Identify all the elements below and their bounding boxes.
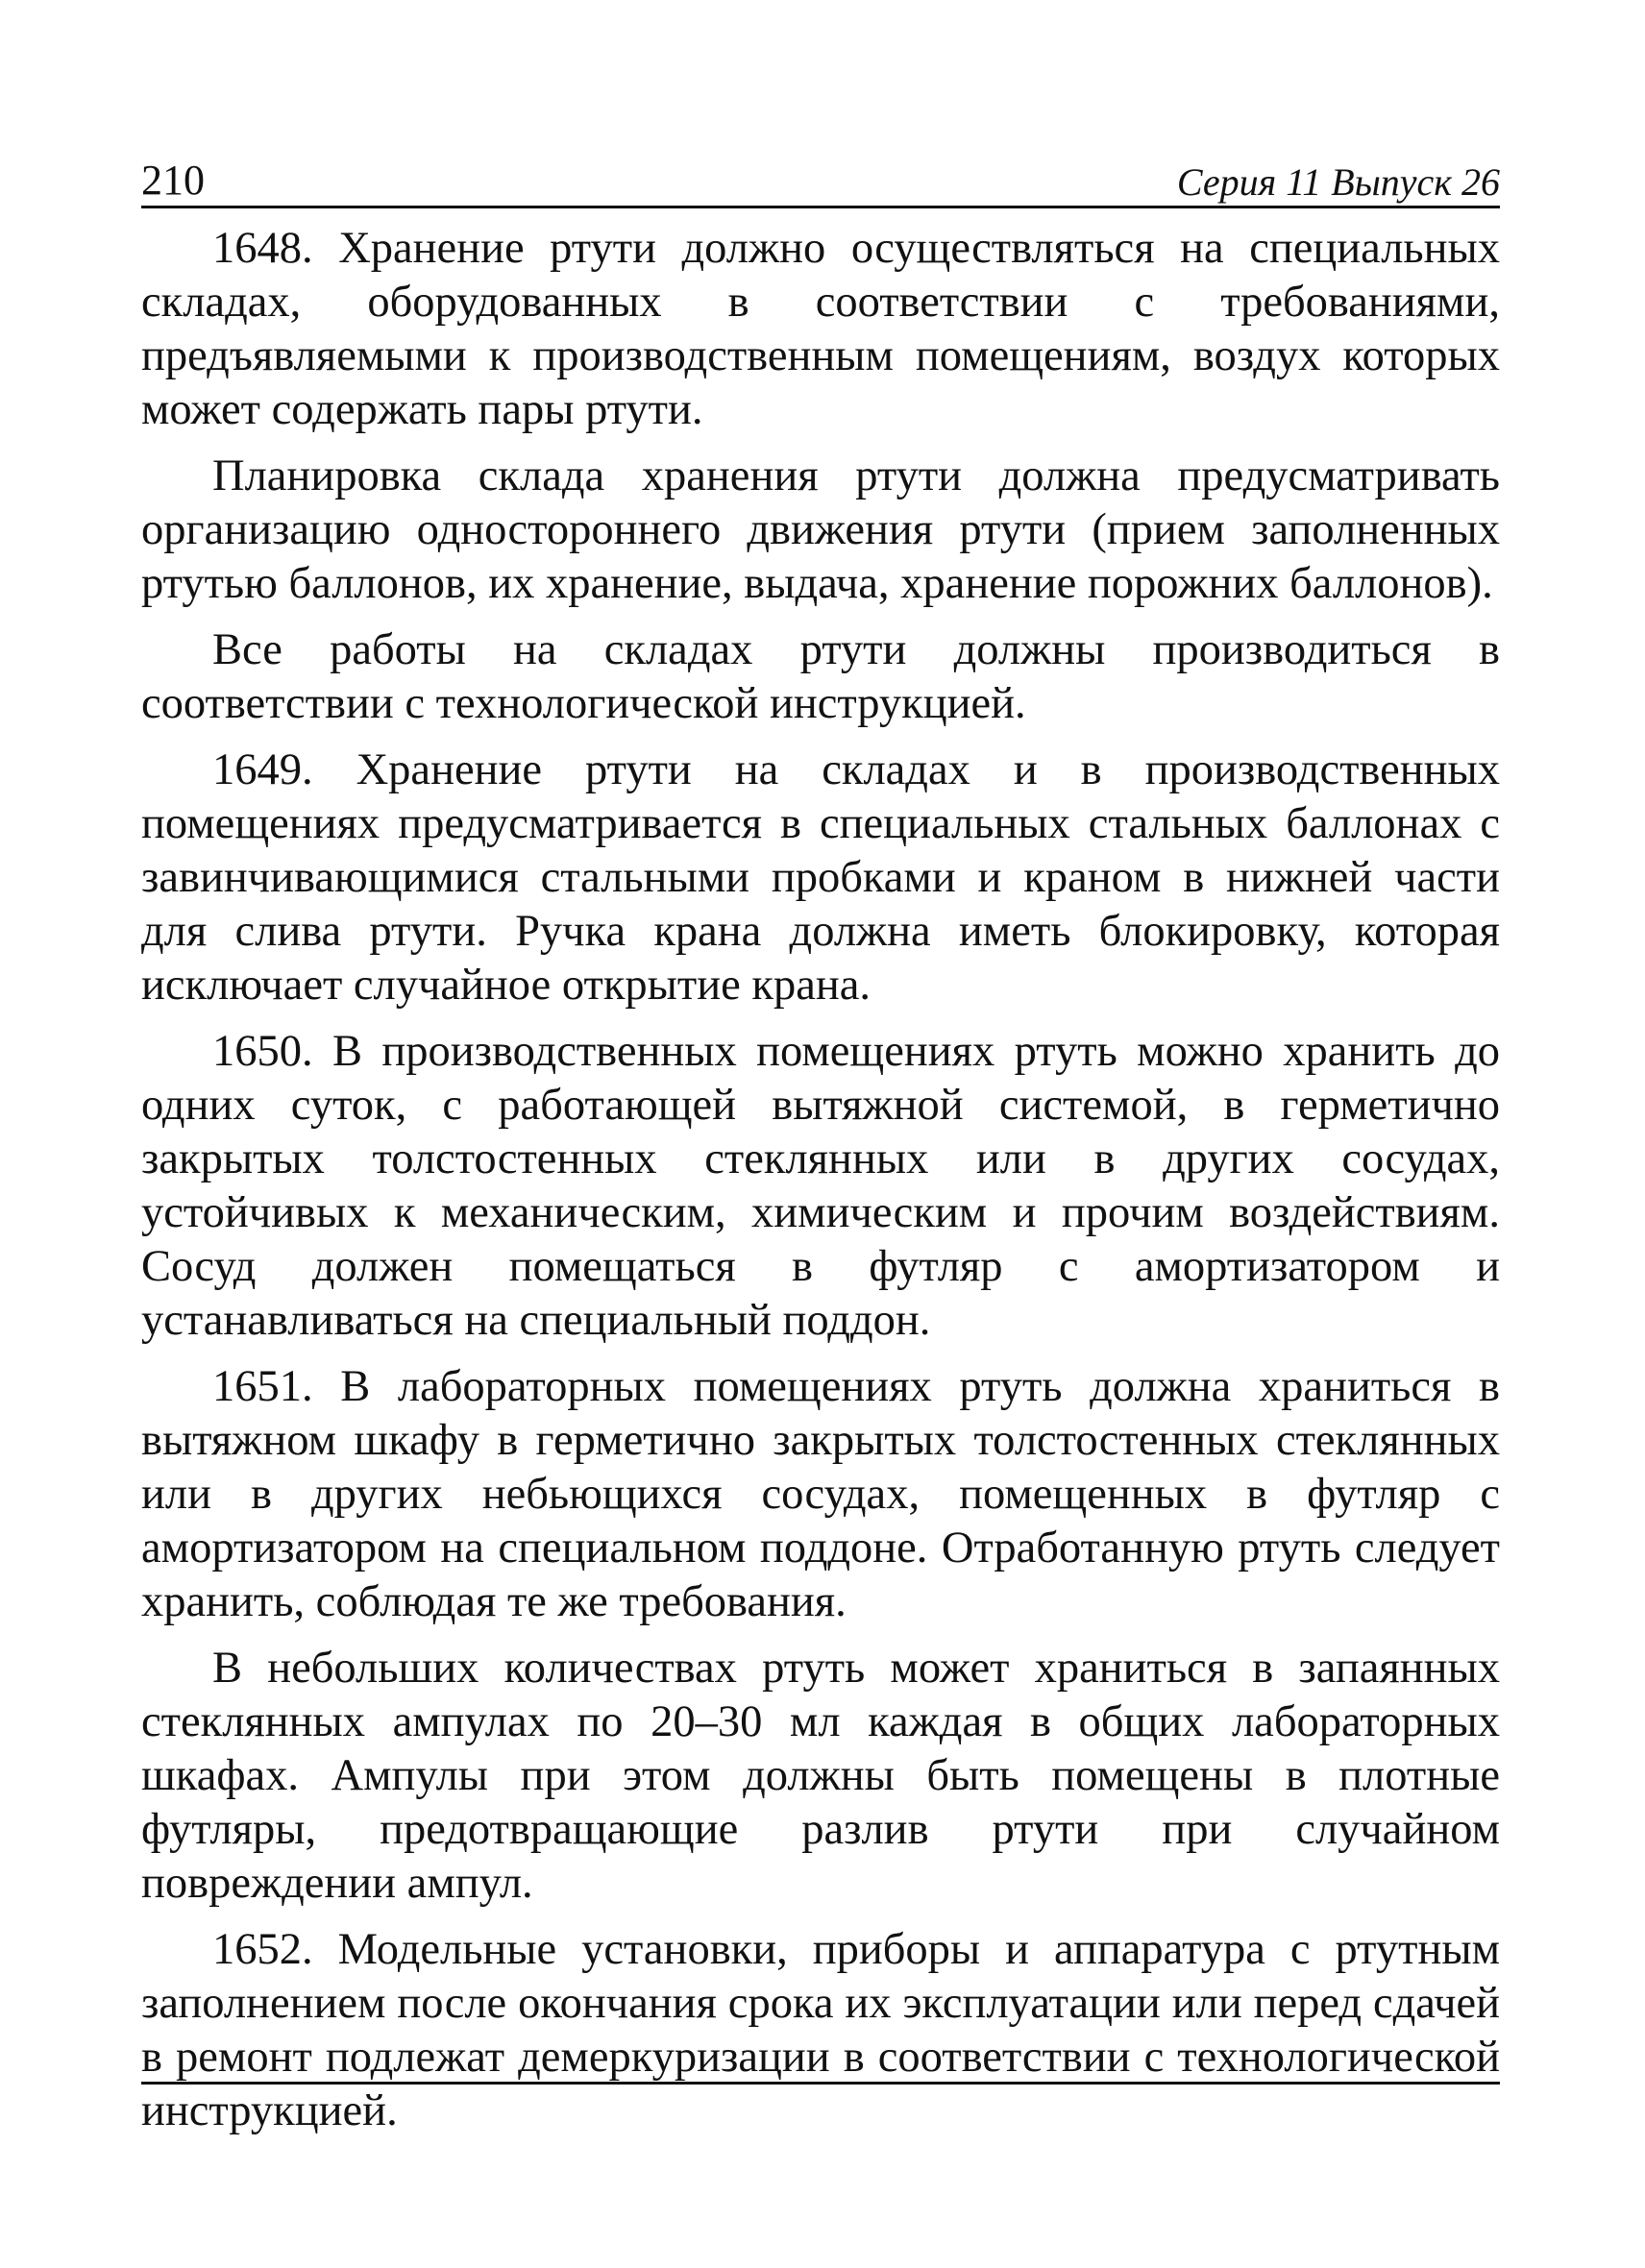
paragraph-1652: 1652. Модельные установки, приборы и аппаратура с ртутным заполнением после окончания срока их эксплуатации или перед сдачей в ремонт подлежат демеркуризации в соответствии с технологической инструкцией. [141, 1925, 1500, 2135]
document-page [141, 144, 1500, 2151]
paragraph-storage-layout: Планировка склада хранения ртути должна предусматривать организацию одностороннего движения ртути (прием заполненных ртутью баллонов, их хранение, выдача, хранение порожних баллонов). [141, 451, 1500, 608]
page-number: 210 [141, 157, 205, 204]
footer-divider [141, 2082, 1500, 2085]
body-text [141, 222, 1500, 2138]
paragraph-ampoules: В небольших количествах ртуть может храниться в запаянных стеклянных ампулах по 20–30 мл каждая в общих лабораторных шкафах. Ампулы при этом должны быть помещены в плотные футляры, предотвращающие разлив ртути при случайном повреждении ампул. [141, 1644, 1500, 1908]
paragraph-1649: 1649. Хранение ртути на складах и в производственных помещениях предусматривается в специальных стальных баллонах с завинчивающимися стальными пробками и краном в нижней части для слива ртути. Ручка крана должна иметь блокировку, которая исключает случайное открытие крана. [141, 745, 1500, 1010]
paragraph-1651: 1651. В лабораторных помещениях ртуть должна храниться в вытяжном шкафу в герметично закрытых толстостенных стеклянных или в других небьющихся сосудах, помещенных в футляр с амортизатором на специальном поддоне. Отработанную ртуть следует хранить, соблюдая те же требования. [141, 1362, 1500, 1626]
paragraph-1648: 1648. Хранение ртути должно осуществляться на специальных складах, оборудованных в соответствии с требованиями, предъявляемыми к производственным помещениям, воздух которых может содержать пары ртути. [141, 224, 1500, 434]
paragraph-1650: 1650. В производственных помещениях ртуть можно хранить до одних суток, с работающей вытяжной системой, в герметично закрытых толстостенных стеклянных или в других сосудах, устойчивых к механическим, химическим и прочим воздействиям. Сосуд должен помещаться в футляр с амортизатором и устанавливаться на специальный поддон. [141, 1027, 1500, 1345]
paragraph-storage-works: Все работы на складах ртути должны производиться в соответствии с технологической инструкцией. [141, 625, 1500, 728]
page-header [141, 144, 1500, 208]
running-title: Серия 11 Выпуск 26 [1176, 160, 1500, 204]
